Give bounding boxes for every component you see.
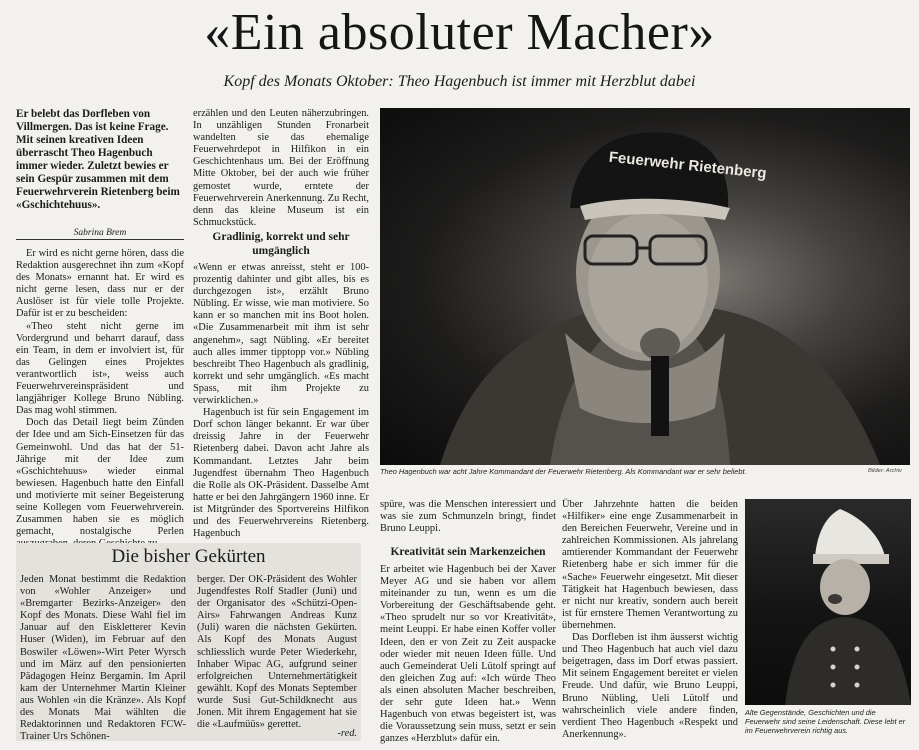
lead-paragraph: Er belebt das Dorfleben von Villmergen. Das ist keine Frage. Mit seinen kreativen Ideen überrascht Theo Hagenbuch immer wieder. Zuletzt bewies er sein Gespür zusammen mit dem Feuerwehrverein Rietenberg beim «Gschichtehuus».: [16, 108, 180, 211]
paragraph: erzählen und den Leuten näherzubringen. In unzähligen Stunden Fronarbeit wandelten sie das ehemalige Feuerwehrdepot in Hilfikon in ein Geschichtenhaus um. Bei der Eröffnung Mitte Oktober, bei der auch wie früher gemostet wurde, erntete der Feuerwehrverein Anerkennung. Zu Recht, denn das kleine Museum ist ein Schmuckstück.: [193, 108, 369, 228]
paragraph: Er arbeitet wie Hagenbuch bei der Xaver Meyer AG und sie haben vor allem miteinander zu tun, wenn es um die Vorbereitung der Geschäftsabende geht. «Theo sprudelt nur so vor Kreativität», meint Leuppi. Er habe einen Koffer voller Ideen, den er von Zeit zu Zeit auspacke oder wieder mit neuen Ideen fülle. Und auch Gemeinderat Ueli Lütolf springt auf den gleichen Zug auf: «Ich würde Theo als einen absoluten Macher beschreiben, der sehr gute Ideen hat.» Wenn Hagenbuch von etwas begeistert ist, was die Voraussetzung sein muss, setzt er sein ganzes «Herzblut» dafür ein.: [380, 564, 556, 745]
small-photo-caption: Alte Gegenstände, Geschichten und die Feuerwehr sind seine Leidenschaft. Diese lebt er im Feuerwehrverein richtig aus.: [745, 708, 906, 735]
paragraph: Doch das Detail liegt beim Zünden der Idee und am Sich-Einsetzen für das Gemeinwohl. Und das hat der 51-Jährige mit der Idee zum «Gschichtehuus» wieder einmal bewiesen. Hagenbuch hatte den Einfall und motivierte mit seiner Begeisterung seine Kollegen vom Feuerwehrverein. Zusammen haben sie es möglich gemacht, nostalgische Perlen: [16, 417, 184, 538]
paragraph: Hagenbuch ist für sein Engagement im Dorf schon länger bekannt. Er war über dreissig Jahre in der Feuerwehr Rietenberg dabei. Davon acht Jahre als Kommandant. Letztes Jahr beim Jugendfest übernahm Theo Hagenbuch die Rolle als OK-Präsident. Dasselbe Amt hatte er bei den Jahrgängern 1960 inne. Er ist Mitgründer des Sportvereins Hilfikon und des Feuerwehrvereins Rietenberg. Hagenbuch: [193, 407, 369, 540]
sidebar-title: Die bisher Gekürten: [111, 546, 266, 567]
headline: «Ein absoluter Macher»: [204, 4, 715, 61]
photo-credit: Bilder: Archiv: [868, 468, 902, 474]
main-photo: [380, 108, 910, 465]
subtitle: Kopf des Monats Oktober: Theo Hagenbuch ist immer mit Herzblut dabei: [223, 73, 696, 90]
paragraph: «Wenn er etwas anreisst, steht er 100-prozentig dahinter und gibt alles, bis es durchgezogen ist», erzählt Bruno Nübling. Er wisse, wie man motiviere. So kann er so manchen mit ins Boot holen. «Die Zusammenarbeit mit ihm ist sehr angenehm», sagt Nübling. «Er bereitet auch alles immer tipptopp vor.» Nübling beschreibt Theo Hagenbuch als gradlinig, korrekt und sehr umgänglich. «Es macht Spass, mit ihm Projekte zu verwirklichen.»: [193, 262, 369, 407]
firefighter-illustration: [745, 499, 911, 705]
sidebar-signature: -red.: [337, 728, 357, 739]
paragraph: spüre, was die Menschen interessiert und was sie zum Schmunzeln bringt, findet Bruno Leuppi.: [380, 499, 556, 535]
paragraph: Das Dorfleben ist ihm äusserst wichtig und Theo Hagenbuch hat auch viel dazu beigetragen, dass im Dorf etwas passiert. Mit seinem Engagement bereitet er vielen Freude. Und dafür, wie Bruno Leuppi, Bruno Nübling, Ueli Lütolf und wahrscheinlich viele andere finden, verdient Theo Hagenbuch «Respekt und Anerkennung».: [562, 632, 738, 740]
cap-lettering: Feuerwehr Rietenberg: [608, 148, 768, 183]
paragraph: Er wird es nicht gerne hören, dass die Redaktion ausgerechnet ihn zum «Kopf des Monats» ernannt hat. Er wird es nicht gerne lesen, dass nur er der Auslöser ist für viele tolle Projekte. Dafür ist er zu bescheiden:: [16, 248, 184, 320]
subheading-2: Kreativität sein Markenzeichen: [390, 546, 546, 558]
paragraph: Jeden Monat bestimmt die Redaktion von «Wohler Anzeiger» und «Bremgarter Bezirks-Anzeiger» den Kopf des Monats. Diese Wahl fiel im Januar auf den Eiskletterer Kevin Huser (Widen), im Februar auf den Boswiler «Löwen»-Wirt Peter Wyrsch und im März auf den pensionierten Pädagogen Heinz Bergamin. Im April kam der Unternehmer Martin Kleiner aus Wohlen «in die Kränze». Als Kopf des Monats Mai wählten die Redaktorinnen und Redaktoren FCW-Trainer Urs Schönen-: [20, 574, 186, 743]
body-column-4: [562, 499, 738, 744]
portrait-illustration: [380, 108, 910, 465]
body-column-1: [16, 248, 184, 540]
paragraph: berger. Der OK-Präsident des Wohler Jugendfestes Rolf Stadler (Juni) und der Organisator des «Schützi-Open-Airs» Fahrwangen Andreas Kunz (Juli) waren die nächsten Gekürten. Als Kopf des Monats August schliesslich wurde Peter Wiederkehr, Inhaber Wipac AG, aufgrund seiner erfolgreichen Unternehmertätigkeit gewählt. Kopf des Monats September wurde Susi Gut-Schildknecht aus Jonen. Mit ihrem Engagement hat sie die «Laufmüüs» gerettet.: [197, 574, 357, 731]
sidebar-column-2: [197, 574, 357, 730]
small-photo: [745, 499, 911, 705]
body-column-3-top: [380, 499, 556, 539]
subheading-1: Gradlinig, korrekt und sehr umgänglich: [212, 231, 350, 257]
body-column-2-top: [193, 108, 369, 228]
sidebar-column-1: [20, 574, 186, 742]
paragraph: «Theo steht nicht gerne im Vordergrund und beharrt darauf, dass ein Team, in dem er involviert ist, für das Gelingen eines Projektes verantwortlich ist», weiss auch Feuerwehrvereinspräsident und langjähriger Kollege Bruno Nübling. Das mag wohl stimmen.: [16, 320, 184, 417]
body-column-3: [380, 564, 556, 744]
paragraph: Über Jahrzehnte hatten die beiden «Hilfiker» eine enge Zusammenarbeit in den Bereichen Feuerwehr, Vereine und in zahlreichen Kommissionen. Als jahrelang amtierender Kommandant der Feuerwehr Rietenberg habe er sich immer für die «Sache» Feuerwehr eingesetzt. Mit dieser Tätigkeit hat Hagenbuch bewiesen, dass er nicht nur kreativ, sondern auch bereit ist für ernstere Themen Verantwortung zu übernehmen.: [562, 499, 738, 631]
author-byline: Sabrina Brem: [16, 228, 184, 240]
main-photo-caption: Theo Hagenbuch war acht Jahre Kommandant der Feuerwehr Rietenberg. Als Kommandant war er sehr beliebt.: [380, 467, 747, 476]
body-column-2: [193, 262, 369, 540]
